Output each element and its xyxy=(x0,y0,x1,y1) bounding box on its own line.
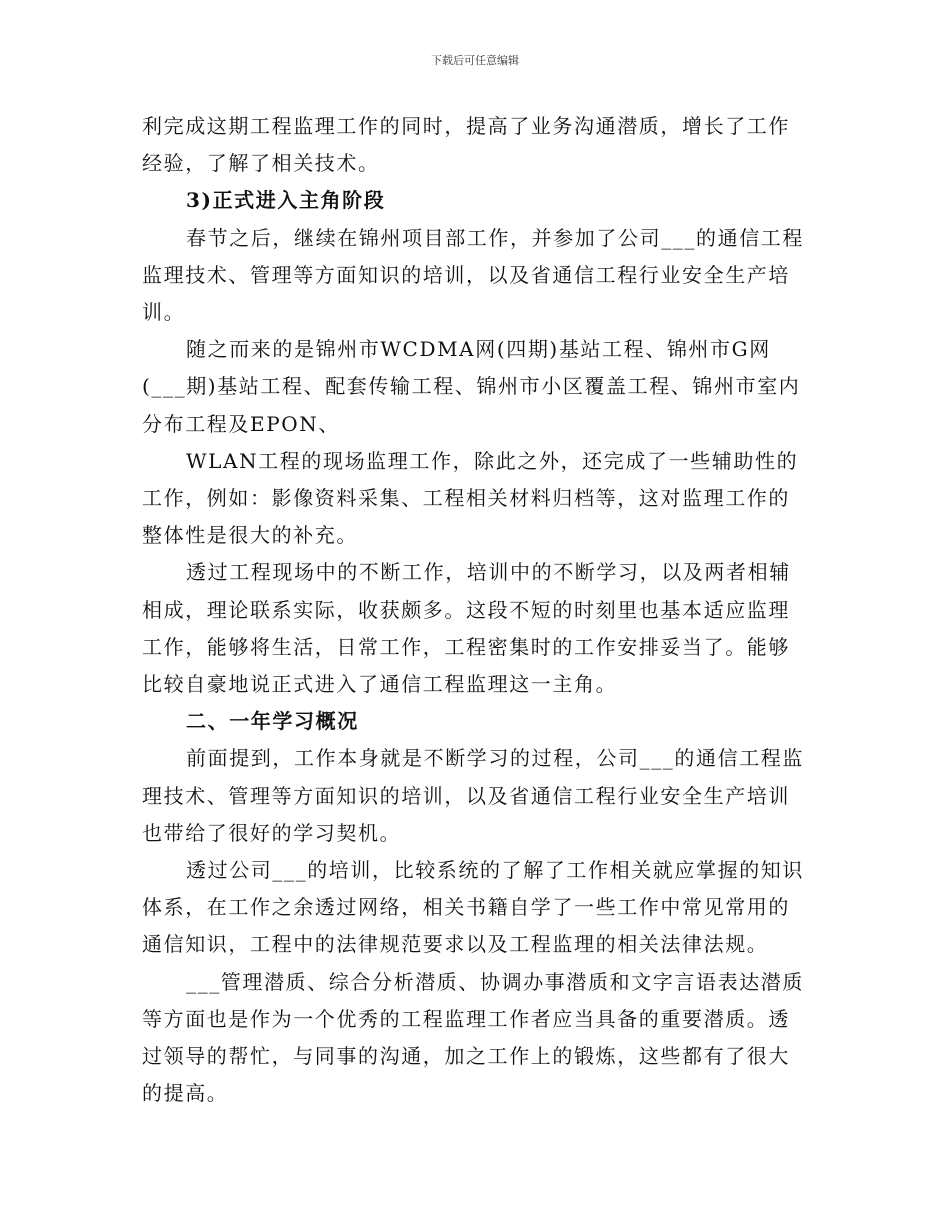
page-header: 下载后可任意编辑 xyxy=(431,54,519,67)
paragraph: WLAN工程的现场监理工作，除此之外，还完成了一些辅助性的工作，例如：影像资料采集、工程相关材料归档等，这对监理工作的整体性是很大的补充。 xyxy=(142,448,799,548)
paragraph: 随之而来的是锦州市WCDMA网(四期)基站工程、锦州市G网(___期)基站工程、配套传输工程、锦州市小区覆盖工程、锦州市室内分布工程及EPON、 xyxy=(142,337,801,436)
section-heading: 二、一年学习概况 xyxy=(186,709,359,734)
section-heading: 3)正式进入主角阶段 xyxy=(186,188,386,213)
paragraph: 前面提到，工作本身就是不断学习的过程，公司___的通信工程监理技术、管理等方面知识的培训，以及省通信工程行业安全生产培训也带给了很好的学习契机。 xyxy=(142,746,804,845)
paragraph: 春节之后，继续在锦州项目部工作，并参加了公司___的通信工程监理技术、管理等方面知识的培训，以及省通信工程行业安全生产培训。 xyxy=(142,225,804,325)
paragraph: ___管理潜质、综合分析潜质、协调办事潜质和文字言语表达潜质等方面也是作为一个优秀的工程监理工作者应当具备的重要潜质。透过领导的帮忙，与同事的沟通，加之工作上的锻炼，这些都有了很大的提高。 xyxy=(142,969,804,1106)
document-body xyxy=(142,108,810,1112)
paragraph: 透过工程现场中的不断工作，培训中的不断学习，以及两者相辅相成，理论联系实际，收获颇多。这段不短的时刻里也基本适应监理工作，能够将生活，日常工作，工程密集时的工作安排妥当了。能够比较自豪地说正式进入了通信工程监理这一主角。 xyxy=(142,560,791,697)
paragraph: 利完成这期工程监理工作的同时，提高了业务沟通潜质，增长了工作经验，了解了相关技术。 xyxy=(142,114,790,176)
paragraph: 透过公司___的培训，比较系统的了解了工作相关就应掌握的知识体系，在工作之余透过网络，相关书籍自学了一些工作中常见常用的通信知识，工程中的法律规范要求以及工程监理的相关法律法规。 xyxy=(142,858,804,957)
